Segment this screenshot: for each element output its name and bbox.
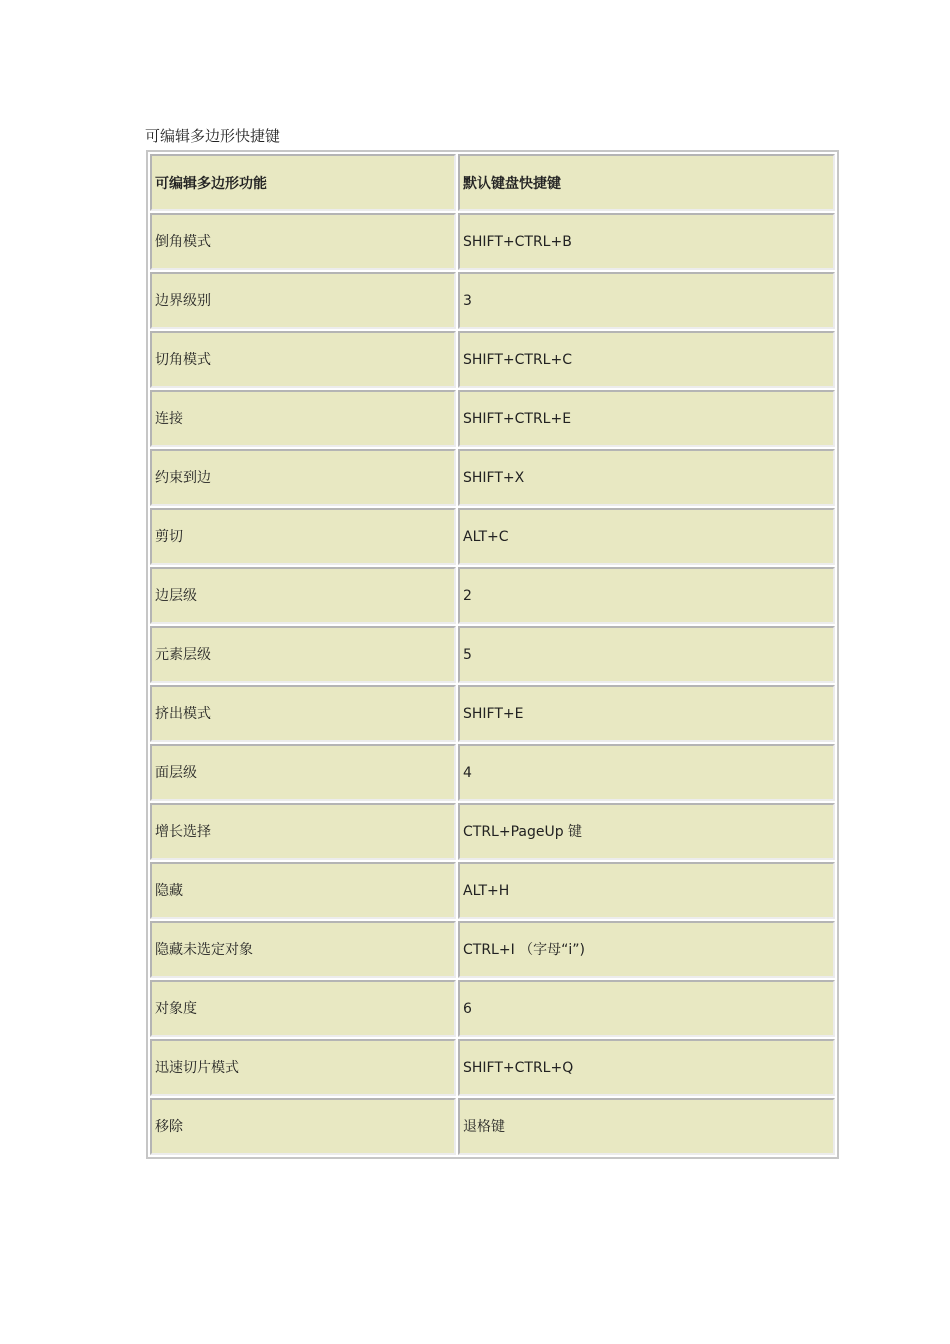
shortcut-cell: SHIFT+CTRL+Q — [458, 1039, 835, 1096]
table-row — [150, 921, 835, 978]
function-cell: 边层级 — [150, 567, 456, 624]
shortcut-cell: 4 — [458, 744, 835, 801]
table-row — [150, 980, 835, 1037]
function-cell: 对象度 — [150, 980, 456, 1037]
shortcut-cell: SHIFT+X — [458, 449, 835, 506]
shortcut-cell: SHIFT+CTRL+C — [458, 331, 835, 388]
function-cell: 边界级别 — [150, 272, 456, 329]
function-cell: 移除 — [150, 1098, 456, 1155]
function-cell: 倒角模式 — [150, 213, 456, 270]
shortcut-cell: ALT+C — [458, 508, 835, 565]
table-row — [150, 1039, 835, 1096]
shortcut-cell: SHIFT+E — [458, 685, 835, 742]
table-row — [150, 390, 835, 447]
header-function: 可编辑多边形功能 — [150, 154, 456, 211]
function-cell: 迅速切片模式 — [150, 1039, 456, 1096]
function-cell: 剪切 — [150, 508, 456, 565]
shortcut-cell: 退格键 — [458, 1098, 835, 1155]
table-row — [150, 803, 835, 860]
table-row — [150, 744, 835, 801]
shortcut-cell: 3 — [458, 272, 835, 329]
table-row — [150, 685, 835, 742]
shortcut-cell: CTRL+PageUp 键 — [458, 803, 835, 860]
function-cell: 元素层级 — [150, 626, 456, 683]
table-row — [150, 567, 835, 624]
function-cell: 隐藏未选定对象 — [150, 921, 456, 978]
table-row — [150, 213, 835, 270]
shortcut-cell: SHIFT+CTRL+B — [458, 213, 835, 270]
function-cell: 切角模式 — [150, 331, 456, 388]
shortcut-cell: SHIFT+CTRL+E — [458, 390, 835, 447]
function-cell: 挤出模式 — [150, 685, 456, 742]
function-cell: 连接 — [150, 390, 456, 447]
header-shortcut: 默认键盘快捷键 — [458, 154, 835, 211]
shortcut-cell: ALT+H — [458, 862, 835, 919]
shortcut-cell: 2 — [458, 567, 835, 624]
table-row — [150, 626, 835, 683]
table-row — [150, 862, 835, 919]
function-cell: 增长选择 — [150, 803, 456, 860]
shortcut-cell: 5 — [458, 626, 835, 683]
shortcut-cell: 6 — [458, 980, 835, 1037]
shortcut-table — [146, 150, 839, 1159]
table-row — [150, 1098, 835, 1155]
function-cell: 约束到边 — [150, 449, 456, 506]
function-cell: 面层级 — [150, 744, 456, 801]
table-row — [150, 508, 835, 565]
document-title: 可编辑多边形快捷键 — [145, 127, 281, 145]
table-row — [150, 331, 835, 388]
table-header-row — [150, 154, 835, 211]
shortcut-cell: CTRL+I （字母“i”) — [458, 921, 835, 978]
function-cell: 隐藏 — [150, 862, 456, 919]
table-row — [150, 272, 835, 329]
table-row — [150, 449, 835, 506]
